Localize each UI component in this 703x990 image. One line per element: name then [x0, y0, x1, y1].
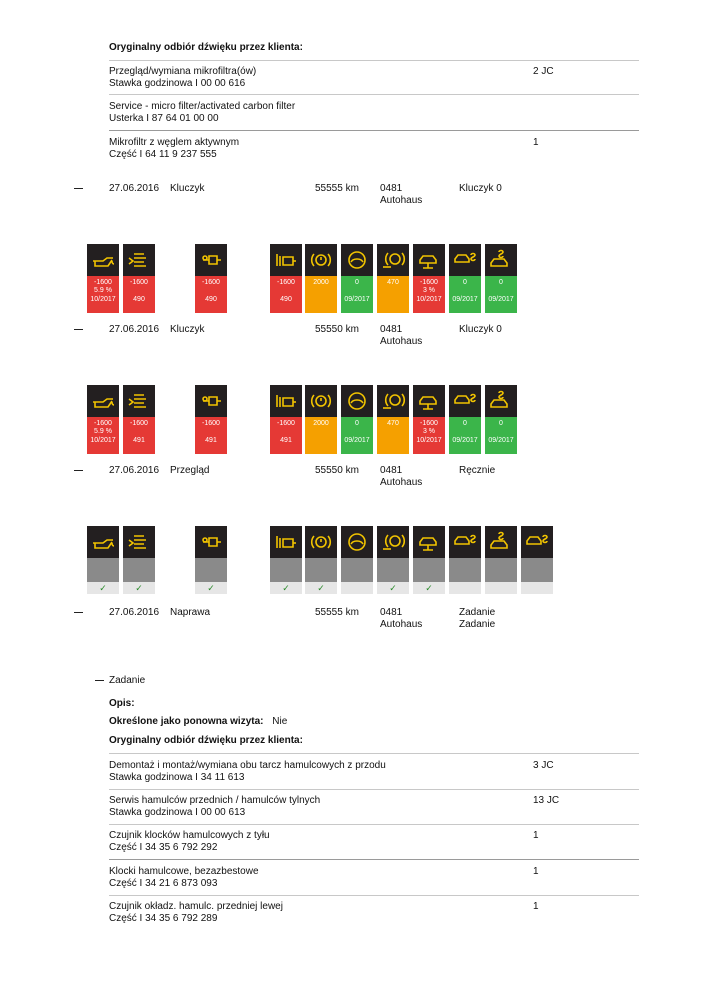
service-tile-date: 491: [205, 437, 217, 444]
service-tile: [377, 244, 409, 313]
brake-rear-icon: [377, 526, 409, 558]
entry-type: Naprawa: [170, 607, 211, 618]
service-tile: [87, 526, 119, 594]
revisit-value: Nie: [272, 716, 288, 727]
service-tile-status: [195, 558, 227, 582]
vehicle-check-icon: [123, 385, 155, 417]
service-tile-value: 470: [387, 420, 399, 427]
entry-collapse-icon[interactable]: [74, 329, 83, 330]
service-tile-date: 490: [280, 296, 292, 303]
block2-item-line1: Czujnik klocków hamulcowych z tyłu: [109, 830, 270, 841]
brake-front-icon: [305, 526, 337, 558]
block2-item-qty: 3 JC: [533, 760, 554, 771]
service-tile: [195, 244, 227, 313]
entry-collapse-icon[interactable]: [74, 612, 83, 613]
service-tile-value: -1600: [277, 279, 295, 286]
legal-inspection-icon: [449, 526, 481, 558]
block2-item-line1: Serwis hamulców przednich / hamulców tylnych: [109, 795, 321, 806]
service-tile-values: [377, 276, 409, 313]
block1-item-3-qty: 1: [533, 137, 539, 148]
service-tile-date: 09/2017: [452, 296, 478, 303]
vehicle-check-icon: [123, 526, 155, 558]
service-tile-value: 0: [499, 420, 503, 427]
service-tile-status: [413, 558, 445, 582]
legal-inspection-icon: [449, 244, 481, 276]
service-tile-values: [341, 417, 373, 454]
check-icon: ✓: [305, 582, 337, 594]
check-icon: [485, 582, 517, 594]
service-tile: [485, 385, 517, 454]
entry-code: 0481: [380, 324, 403, 335]
service-tile-value: 0: [355, 279, 359, 286]
service-tile: [377, 526, 409, 594]
service-tile: [521, 526, 553, 594]
entry-km: 55550 km: [315, 324, 359, 335]
vehicle-inspection-icon: [413, 385, 445, 417]
service-tile-values: [87, 417, 119, 454]
service-tile-value: -1600: [420, 279, 438, 286]
brake-fluid-icon: [341, 526, 373, 558]
spark-plug-icon: [195, 244, 227, 276]
entry-collapse-icon[interactable]: [74, 470, 83, 471]
check-icon: ✓: [195, 582, 227, 594]
service-tile: [341, 385, 373, 454]
block2-heading: Oryginalny odbiór dźwięku przez klienta:: [109, 735, 303, 746]
brake-fluid-icon: [341, 385, 373, 417]
service-tile-percent: 3 %: [422, 428, 436, 435]
entry-date: 27.06.2016: [109, 324, 160, 335]
service-tile-values: [87, 276, 119, 313]
service-tile: [485, 526, 517, 594]
service-tile-date: 10/2017: [416, 437, 442, 444]
emissions-inspection-icon: [485, 385, 517, 417]
service-tile: [305, 526, 337, 594]
service-tile: [449, 526, 481, 594]
service-tile-date: 10/2017: [90, 437, 116, 444]
service-tile-percent: 5.9 %: [94, 428, 112, 435]
service-tile-date: 09/2017: [488, 437, 514, 444]
service-tile-value: 0: [355, 420, 359, 427]
service-tile-value: 0: [463, 420, 467, 427]
entry-collapse-icon[interactable]: [74, 188, 83, 189]
service-tile-value: 0: [499, 279, 503, 286]
service-tile-value: 2000: [313, 420, 329, 427]
diesel-filter-icon: [270, 244, 302, 276]
block2-item-line2: Stawka godzinowa I 00 00 613: [109, 807, 246, 818]
entry-km: 55550 km: [315, 465, 359, 476]
service-tile-value: -1600: [420, 420, 438, 427]
entry-date: 27.06.2016: [109, 465, 160, 476]
service-tile: [87, 244, 119, 313]
service-tile-values: [270, 417, 302, 454]
service-tile: [270, 526, 302, 594]
service-tile: [341, 244, 373, 313]
block2-item-line1: Czujnik okładz. hamulc. przedniej lewej: [109, 901, 283, 912]
block2-item-line1: Klocki hamulcowe, bezazbestowe: [109, 866, 259, 877]
service-tile-percent: 5.9 %: [94, 287, 112, 294]
service-tile-value: 470: [387, 279, 399, 286]
service-tile-date: 09/2017: [488, 296, 514, 303]
entry-dealer: Autohaus: [380, 477, 423, 488]
service-tile-value: -1600: [94, 420, 112, 427]
service-tile: [305, 244, 337, 313]
service-tile: [449, 385, 481, 454]
entry-code: 0481: [380, 465, 403, 476]
service-tile-status: [449, 558, 481, 582]
service-tile-status: [270, 558, 302, 582]
service-tile-date: 491: [133, 437, 145, 444]
service-tile-value: -1600: [130, 420, 148, 427]
entry-type: Przegląd: [170, 465, 210, 476]
entry-note-2: Zadanie: [459, 619, 496, 630]
diesel-filter-icon: [270, 526, 302, 558]
service-tile-status: [123, 558, 155, 582]
spark-plug-icon: [195, 385, 227, 417]
check-icon: ✓: [270, 582, 302, 594]
brake-fluid-icon: [341, 244, 373, 276]
service-tile: [377, 385, 409, 454]
entry-note: Zadanie: [459, 607, 496, 618]
revisit-row: [109, 716, 287, 728]
service-tile-values: [195, 276, 227, 313]
service-tile: [413, 385, 445, 454]
service-tile-date: 490: [133, 296, 145, 303]
service-tile-date: 09/2017: [452, 437, 478, 444]
block2-item-line2: Stawka godzinowa I 34 11 613: [109, 772, 245, 783]
check-icon: [449, 582, 481, 594]
revisit-label: Określone jako ponowna wizyta:: [109, 716, 264, 727]
block2-item-qty: 1: [533, 866, 539, 877]
service-tile-values: [123, 417, 155, 454]
vehicle-inspection-icon: [413, 244, 445, 276]
task-toggle-label[interactable]: Zadanie: [109, 675, 146, 686]
service-tile-date: 491: [280, 437, 292, 444]
block1-item-2-line2: Usterka I 87 64 01 00 00: [109, 113, 219, 124]
service-tile: [195, 385, 227, 454]
service-tile-values: [195, 417, 227, 454]
service-tile-values: [377, 417, 409, 454]
service-tile: [123, 244, 155, 313]
service-tile-status: [341, 558, 373, 582]
service-tile: [413, 244, 445, 313]
entry-type: Kluczyk: [170, 183, 205, 194]
check-icon: ✓: [123, 582, 155, 594]
diesel-filter-icon: [270, 385, 302, 417]
service-tile: [270, 385, 302, 454]
brake-front-icon: [305, 244, 337, 276]
block1-item-3-line1: Mikrofiltr z węglem aktywnym: [109, 137, 240, 148]
block2-item-line1: Demontaż i montaż/wymiana obu tarcz hamulcowych z przodu: [109, 760, 386, 771]
service-tile-status: [87, 558, 119, 582]
service-tile: [123, 385, 155, 454]
service-tile-status: [485, 558, 517, 582]
service-tile: [87, 385, 119, 454]
service-tile-value: 2000: [313, 279, 329, 286]
block1-item-2-line1: Service - micro filter/activated carbon filter: [109, 101, 296, 112]
entry-km: 55555 km: [315, 607, 359, 618]
entry-date: 27.06.2016: [109, 183, 160, 194]
service-tile-values: [449, 417, 481, 454]
check-icon: [341, 582, 373, 594]
service-tile-date: 09/2017: [344, 437, 370, 444]
service-tile: [305, 385, 337, 454]
vehicle-check-icon: [123, 244, 155, 276]
service-tile-value: -1600: [130, 279, 148, 286]
service-tile-status: [377, 558, 409, 582]
description-label: Opis:: [109, 698, 135, 709]
block2-item-line2: Część I 34 35 6 792 289: [109, 913, 218, 924]
entry-code: 0481: [380, 183, 403, 194]
check-icon: ✓: [87, 582, 119, 594]
service-tile-values: [123, 276, 155, 313]
check-icon: ✓: [377, 582, 409, 594]
service-tile: [270, 244, 302, 313]
service-tile-value: -1600: [277, 420, 295, 427]
block2-item-line2: Część I 34 35 6 792 292: [109, 842, 218, 853]
legal-inspection-icon: [449, 385, 481, 417]
service-tile-date: 490: [205, 296, 217, 303]
service-tile-value: -1600: [202, 279, 220, 286]
service-tile-values: [305, 276, 337, 313]
entry-note: Kluczyk 0: [459, 324, 502, 335]
service-tile-values: [485, 276, 517, 313]
engine-oil-icon: [87, 244, 119, 276]
entry-dealer: Autohaus: [380, 195, 423, 206]
engine-oil-icon: [87, 385, 119, 417]
service-tile-status: [305, 558, 337, 582]
brake-front-icon: [305, 385, 337, 417]
entry-note: Kluczyk 0: [459, 183, 502, 194]
block2-item-line2: Część I 34 21 6 873 093: [109, 878, 218, 889]
service-tile-values: [449, 276, 481, 313]
emissions-inspection-icon: [485, 244, 517, 276]
block1-item-1-line1: Przegląd/wymiana mikrofiltra(ów): [109, 66, 257, 77]
service-tile: [341, 526, 373, 594]
service-tile-values: [341, 276, 373, 313]
entry-date: 27.06.2016: [109, 607, 160, 618]
entry-note: Ręcznie: [459, 465, 496, 476]
entry-type: Kluczyk: [170, 324, 205, 335]
emissions-inspection-icon: [485, 526, 517, 558]
service-tile-values: [270, 276, 302, 313]
service-tile-value: -1600: [94, 279, 112, 286]
entry-km: 55555 km: [315, 183, 359, 194]
check-icon: ✓: [413, 582, 445, 594]
service-tile-values: [413, 417, 445, 454]
service-tile: [449, 244, 481, 313]
entry-code: 0481: [380, 607, 403, 618]
service-tile-date: 09/2017: [344, 296, 370, 303]
block1-heading: Oryginalny odbiór dźwięku przez klienta:: [109, 42, 303, 53]
check-icon: [521, 582, 553, 594]
service-tile-date: 10/2017: [416, 296, 442, 303]
service-tile-values: [305, 417, 337, 454]
entry-dealer: Autohaus: [380, 619, 423, 630]
service-tile-percent: 3 %: [422, 287, 436, 294]
service-tile-value: 0: [463, 279, 467, 286]
block1-item-1-line2: Stawka godzinowa I 00 00 616: [109, 78, 246, 89]
service-tile: [123, 526, 155, 594]
block2-item-qty: 1: [533, 901, 539, 912]
service-tile-date: 10/2017: [90, 296, 116, 303]
block1-item-3-line2: Część I 64 11 9 237 555: [109, 149, 217, 160]
service-tile: [195, 526, 227, 594]
brake-rear-icon: [377, 385, 409, 417]
vehicle-inspection-icon: [413, 526, 445, 558]
service-tile-values: [485, 417, 517, 454]
service-tile-values: [413, 276, 445, 313]
block1-item-1-qty: 2 JC: [533, 66, 554, 77]
entry-dealer: Autohaus: [380, 336, 423, 347]
block2-item-qty: 13 JC: [533, 795, 560, 806]
collapse-toggle-icon[interactable]: [95, 680, 104, 681]
brake-rear-icon: [377, 244, 409, 276]
service-tile-status: [521, 558, 553, 582]
service-tile: [485, 244, 517, 313]
engine-oil-icon: [87, 526, 119, 558]
service-tile-value: -1600: [202, 420, 220, 427]
block2-item-qty: 1: [533, 830, 539, 841]
service-tile: [413, 526, 445, 594]
legal-inspection-icon: [521, 526, 553, 558]
spark-plug-icon: [195, 526, 227, 558]
